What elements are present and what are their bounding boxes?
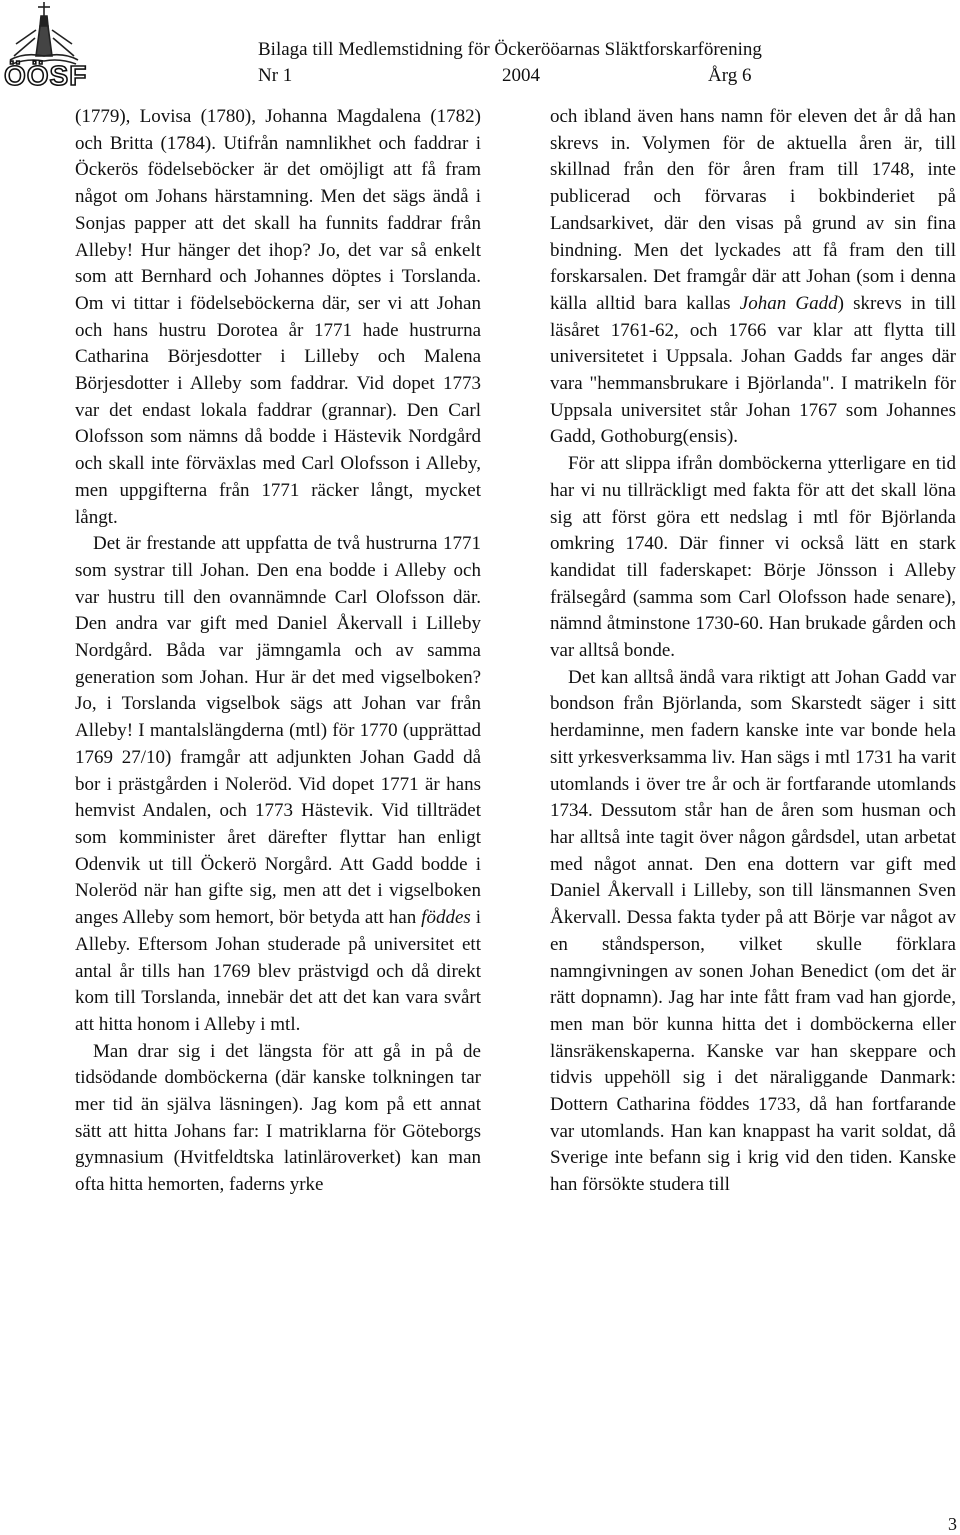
paragraph (75, 531, 481, 1038)
italic-text: föddes (421, 907, 471, 929)
text-run: Det är frestande att uppfatta de två hustrurna 1771 som systrar till Johan. Den ena bodde i Alleby och var hustru till den ovannämnde Carl Olofsson där. Den andra var gift med Daniel Åkervall i Lilleby Nordgård. Båda var jämngamla och av samma generation som Johan. Hur är det med vigselboken? Jo, i Torslanda vigselbok sägs att Johan var från Alleby! I mantalslängderna (mtl) för 1770 (upprättad 1769 27/10) framgår att adjunkten Johan Gadd då bor i prästgården i Noleröd. Vid dopet 1771 är hans hemvist Andalen, och 1773 Hästevik. Vid tillträdet som komminister året därefter flyttar han enligt Odenvik ut till Öckerö Norgård. Att Gadd bodde i Noleröd när han gifte sig, men att det i vigselboken anges Alleby som hemort, bör betyda att han (75, 533, 481, 929)
right-column (550, 104, 956, 1199)
publication-title: Bilaga till Medlemstidning för Öckerööarnas Släktforskarförening (258, 39, 762, 60)
left-column (75, 104, 481, 1199)
paragraph: För att slippa ifrån domböckerna ytterligare en tid har vi nu tillräckligt med fakta för att det skall löna sig att först göra ett nedslag i mtl för Björlanda omkring 1740. Där finner vi också lätt en stark kandidat till faderskapet: Börje Jönsson i Alleby frälsegård (samma som Carl Olofsson hade senare), nämnd åtminstone 1730-60. Han brukade gården och var alltså bonde. (550, 453, 956, 662)
text-run: och ibland även hans namn för eleven det år då han skrevs in. Volymen för de aktuella åren är, till skillnad från den för åren fram till 1748, inte publicerad och förvaras i bokbinderiet på Landsarkivet, där den visas på grund av sin fina bindning. Men det lyckades att få fram den till forskarsalen. Det framgår där att Johan (som i denna källa alltid bara kallas (550, 106, 956, 314)
issue-year: 2004 (502, 65, 540, 86)
text-run: ) skrevs in till läsåret 1761-62, och 1766 var klar att flytta till universitetet i Uppsala. Johan Gadds far anges där vara "hemmansbrukare i Björlanda". I matrikeln för Uppsala universitet står Johan 1767 som Johannes Gadd, Gothoburg(ensis). (550, 292, 957, 448)
volume-number: Årg 6 (708, 65, 752, 86)
paragraph: (1779), Lovisa (1780), Johanna Magdalena (1782) och Britta (1784). Utifrån namnlikhet och faddrar i Öckerös födelseböcker är det omöjligt att få fram något om Johans härstamning. Men det sägs ändå i Sonjas papper att det skall ha funnits faddrar från Alleby! Hur hänger det ihop? Jo, det var så enkelt som att Bernhard och Johannes döptes i Torslanda. Om vi tittar i födelseböckerna där, ser vi att Johan och hans hustru Dorotea år 1771 hade hustrurna Catharina Börjesdotter i Lilleby och Malena Börjesdotter i Alleby som faddrar. Vid dopet 1773 var det endast lokala faddrar (grannar). Den Carl Olofsson som nämns då bodde i Hästevik Nordgård och skall inte förväxlas med Carl Olofsson i Alleby, men uppgifterna från 1771 räcker långt, mycket långt. (75, 106, 481, 528)
paragraph (550, 104, 956, 451)
italic-text: Johan Gadd (739, 292, 838, 314)
issue-number: Nr 1 (258, 65, 293, 86)
logo-text: ÖÖSF (4, 60, 88, 91)
text-run: i Alleby. Eftersom Johan studerade på universitet ett antal år tills han 1769 blev prästvigd och då direkt kom till Torslanda, innebär det att det kan vara svårt att hitta honom i Alleby i mtl. (75, 907, 482, 1035)
paragraph: Man drar sig i det längsta för att gå in på de tidsödande domböckerna (där kanske tolkningen tar mer tid än själva läsningen). Jag kom på ett annat sätt att hitta Johans far: I matriklarna för Göteborgs gymnasium (Hvitfeldtska latinläroverket) kan man ofta hitta hemorten, faderns yrke (75, 1040, 481, 1196)
paragraph: Det kan alltså ändå vara riktigt att Johan Gadd var bondson från Björlanda, som Skarstedt säger i sitt herdaminne, men fadern kanske inte var bonde hela sitt yrkesverksamma liv. Han sägs i mtl 1731 ha varit utomlands i över tre år och är fortfarande utomlands 1734. Dessutom står han de åren som husman och har alltså inte tagit över någon gårdsdel, utan arbetat med något annat. Den ena dottern var gift med Daniel Åkervall i Lilleby, son till länsmannen Sven Åkervall. Dessa fakta tyder på att Börje var något av en ståndsperson, vilket skulle förklara namngivningen av sonen Johan Benedict (om det är rätt dopnamn). Jag har inte fått fram vad han gjorde, men man bör kunna hitta det i domböckerna eller länsräkenskaperna. Kanske var han skeppare och tidvis uppehöll sig i det näraliggande Danmark: Dottern Catharina föddes 1733, då han fortfarande var utomlands. Han kan knappast ha varit soldat, då Sverige inte befann sig i krig vid den tiden. Kanske han försökte studera till (550, 666, 956, 1196)
page-number: 3 (948, 1514, 957, 1534)
